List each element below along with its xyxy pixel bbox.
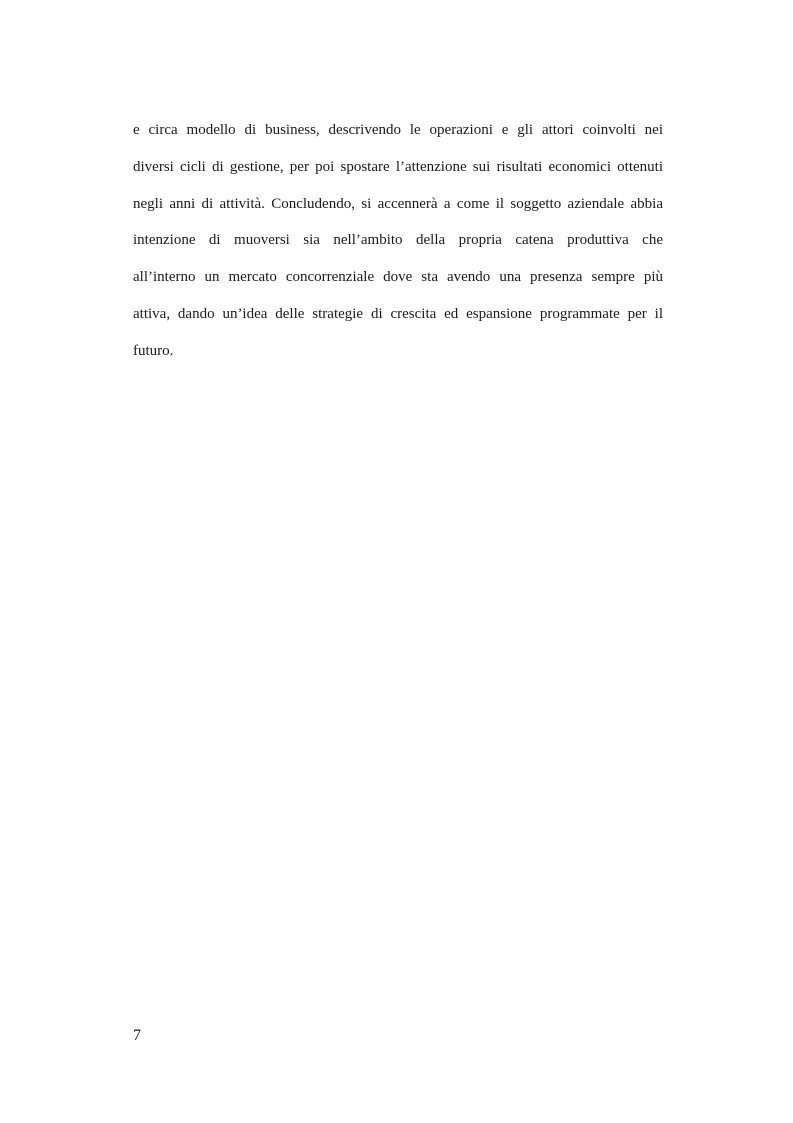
paragraph-line: intenzione di muoversi sia nell’ambito della propria catena produttiva che [133,232,663,249]
paragraph-line: e circa modello di business, descrivendo le operazioni e gli attori coinvolti nei [133,122,663,138]
paragraph-line: futuro. [133,342,174,359]
page-number: 7 [133,1027,141,1044]
body-paragraph [133,112,663,370]
paragraph-line: all’interno un mercato concorrenziale dove sta avendo una presenza sempre più [133,269,663,286]
paragraph-line: negli anni di attività. Concludendo, si accennerà a come il soggetto aziendale abbia [133,195,663,212]
paragraph-line: diversi cicli di gestione, per poi spostare l’attenzione sui risultati economici ottenuti [133,158,663,175]
paragraph-line: attiva, dando un’idea delle strategie di crescita ed espansione programmate per il [133,305,663,322]
